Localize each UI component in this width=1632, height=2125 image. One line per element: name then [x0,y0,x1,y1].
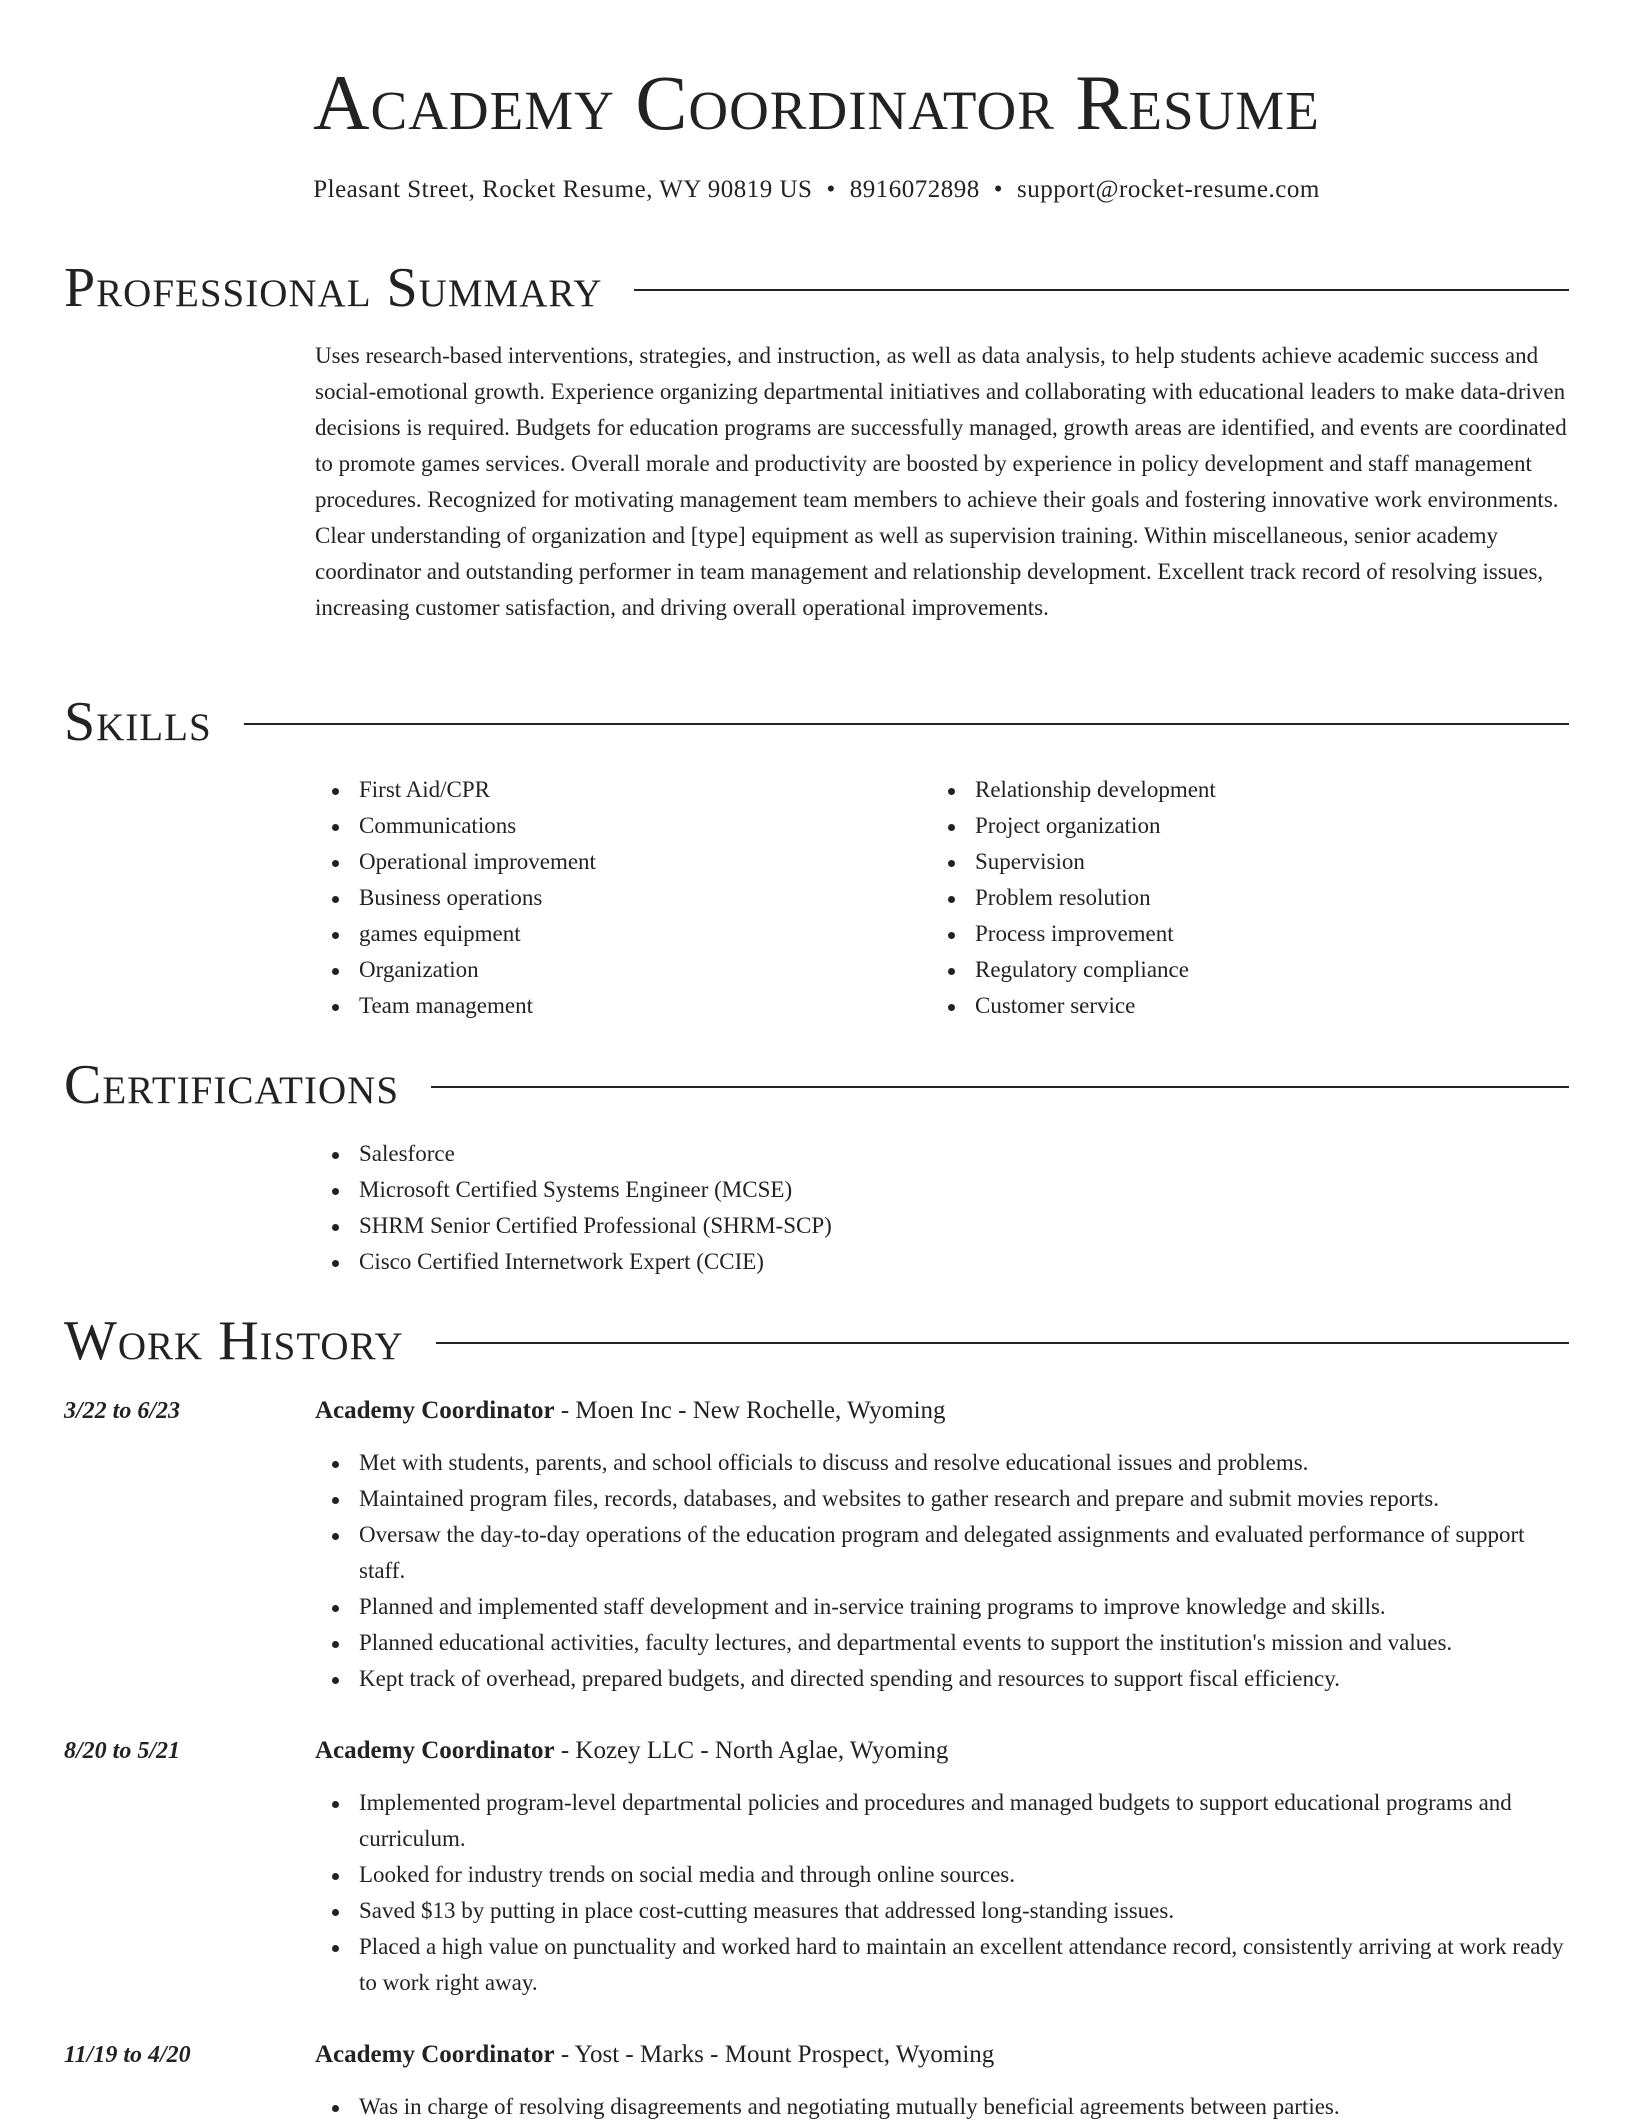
job-title: Academy Coordinator [315,1397,555,1424]
job-bullets [315,1445,1569,1697]
summary-section-header [64,258,1569,318]
skill-item: First Aid/CPR [315,772,931,808]
skills-section-header [64,692,1569,752]
certification-item: Salesforce [315,1136,1569,1172]
summary-body [315,338,1569,626]
skill-item: Communications [315,808,931,844]
job-bullet: Implemented program-level departmental policies and procedures and managed budgets to support educational programs and curriculum. [315,1785,1569,1857]
job-title-line [315,1393,946,1429]
job-employer: - Yost - Marks - Mount Prospect, Wyoming [554,2041,995,2068]
contact-line [64,172,1569,208]
job-bullets [315,1785,1569,2001]
job-dates: 11/19 to 4/20 [64,2042,191,2068]
work-history-heading: Work History [64,1310,404,1372]
skill-item: Regulatory compliance [931,952,1547,988]
job-bullet: Met with students, parents, and school officials to discuss and resolve educational issues and problems. [315,1445,1569,1481]
skills-heading: Skills [64,691,212,753]
skill-item: Business operations [315,880,931,916]
contact-separator: • [993,176,1003,203]
skill-item: Process improvement [931,916,1547,952]
job-bullets [315,2089,1569,2125]
job-bullet: Planned and implemented staff development and in-service training programs to improve knowledge and skills. [315,1589,1569,1625]
job-title-line [315,2037,994,2073]
section-rule [244,723,1569,725]
job-bullet: Saved $13 by putting in place cost-cutting measures that addressed long-standing issues. [315,1893,1569,1929]
job-dates: 3/22 to 6/23 [64,1398,181,1424]
skills-list-right [931,772,1547,1024]
skills-body [315,772,1569,1024]
job-bullet: Oversaw the day-to-day operations of the education program and delegated assignments and evaluated performance of support staff. [315,1517,1569,1589]
section-rule [436,1342,1569,1344]
job-bullet: Kept track of overhead, prepared budgets, and directed spending and resources to support fiscal efficiency. [315,1661,1569,1697]
certification-item: Cisco Certified Internetwork Expert (CCIE) [315,1244,1569,1280]
summary-text: Uses research-based interventions, strategies, and instruction, as well as data analysis, to help students achieve academic success and social-emotional growth. Experience organizing departmental initiatives and collaborating with educational leaders to make data-driven decisions is required. Budgets for education programs are successfully managed, growth areas are identified, and events are coordinated to promote games services. Overall morale and productivity are boosted by experience in policy development and staff management procedures. Recognized for motivating management team members to achieve their goals and fostering innovative work environments. Clear understanding of organization and [type] equipment as well as supervision training. Within miscellaneous, senior academy coordinator and outstanding performer in team management and relationship development. Excellent track record of resolving issues, increasing customer satisfaction, and driving overall operational improvements. [315,343,1567,620]
contact-address: Pleasant Street, Rocket Resume, WY 90819 US [313,176,813,203]
skill-item: Relationship development [931,772,1547,808]
skill-item: Operational improvement [315,844,931,880]
job-bullet: Looked for industry trends on social media and through online sources. [315,1857,1569,1893]
certifications-body [315,1136,1569,1280]
certifications-section-header [64,1055,1569,1115]
summary-heading: Professional Summary [64,257,603,319]
certification-item: SHRM Senior Certified Professional (SHRM-SCP) [315,1208,1569,1244]
skill-item: Organization [315,952,931,988]
job-dates: 8/20 to 5/21 [64,1738,181,1764]
job-bullet: Planned educational activities, faculty lectures, and departmental events to support the institution's mission and values. [315,1625,1569,1661]
certifications-list [315,1136,1569,1280]
job-bullet: Was in charge of resolving disagreements and negotiating mutually beneficial agreements between parties. [315,2089,1569,2125]
job-employer: - Moen Inc - New Rochelle, Wyoming [554,1397,946,1424]
skill-item: games equipment [315,916,931,952]
skill-item: Supervision [931,844,1547,880]
job-title: Academy Coordinator [315,1737,555,1764]
contact-email: support@rocket-resume.com [1016,176,1320,203]
job-title: Academy Coordinator [315,2041,555,2068]
job-bullet: Placed a high value on punctuality and worked hard to maintain an excellent attendance record, consistently arriving at work ready to work right away. [315,1929,1569,2001]
section-rule [634,289,1569,291]
skill-item: Problem resolution [931,880,1547,916]
skill-item: Customer service [931,988,1547,1024]
job-title-line [315,1733,948,1769]
resume-title: Academy Coordinator Resume [313,59,1320,146]
skills-list-left [315,772,931,1024]
skill-item: Team management [315,988,931,1024]
certifications-heading: Certifications [64,1054,400,1116]
skill-item: Project organization [931,808,1547,844]
job-employer: - Kozey LLC - North Aglae, Wyoming [554,1737,949,1764]
section-rule [431,1086,1569,1088]
job-bullet: Maintained program files, records, databases, and websites to gather research and prepare and submit movies reports. [315,1481,1569,1517]
contact-separator: • [826,176,836,203]
contact-phone: 8916072898 [849,176,980,203]
certification-item: Microsoft Certified Systems Engineer (MCSE) [315,1172,1569,1208]
work-history-section-header [64,1311,1569,1371]
